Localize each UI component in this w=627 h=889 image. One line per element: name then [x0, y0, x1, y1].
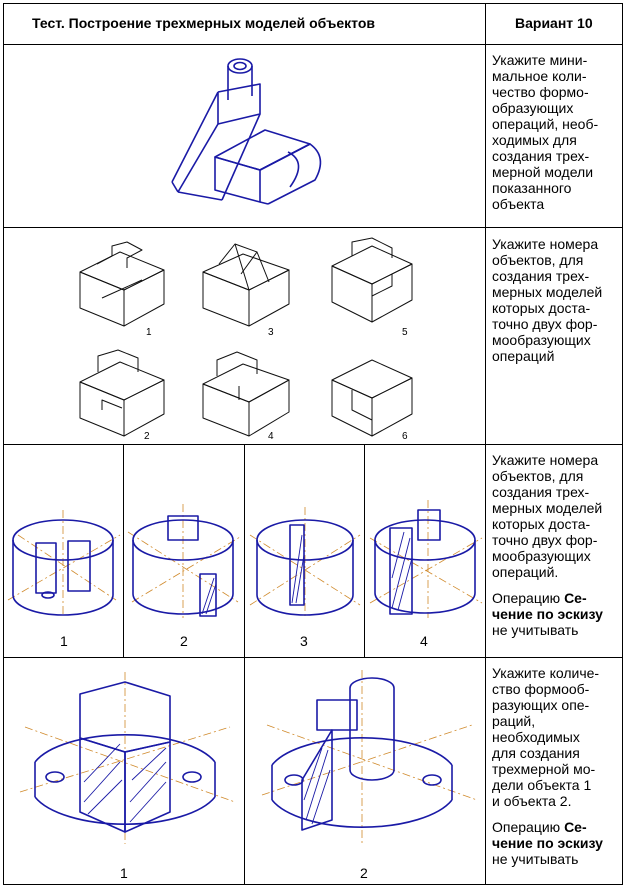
row1-task-line: показанного — [492, 180, 572, 196]
row2-label-4: 4 — [268, 431, 274, 442]
row1-task-line: Укажите мини- — [492, 52, 588, 68]
row3-note-bold: чение по эскизу — [492, 606, 603, 622]
row2-label-2: 2 — [144, 431, 150, 442]
row4-label-1: 1 — [120, 865, 128, 881]
row2-divider — [3, 444, 623, 445]
row3-divider — [3, 657, 623, 658]
row2-object-1 — [72, 242, 172, 332]
row3-label-4: 4 — [420, 633, 428, 649]
row3-object-3 — [250, 505, 362, 620]
row2-object-4 — [197, 350, 297, 442]
row4-task-line: трехмерной мо- — [492, 761, 596, 777]
row1-inclined-prism — [172, 84, 260, 200]
row2-task-line: Укажите номера — [492, 236, 599, 252]
variant-label: Вариант 10 — [515, 15, 593, 31]
row1-task-line: операций, необ- — [492, 116, 599, 132]
row1-task-line: объекта — [492, 196, 545, 212]
row4-note-bold: чение по эскизу — [492, 835, 603, 851]
row3-task — [492, 452, 617, 648]
row4-cell-divider — [244, 657, 245, 885]
row1-task-line: создания трех- — [492, 148, 590, 164]
row2-task-line: операций — [492, 348, 555, 364]
row2-object-6 — [322, 350, 422, 442]
row3-task-body — [492, 452, 617, 580]
task-column-divider — [485, 3, 486, 885]
row1-task — [492, 52, 617, 212]
row2-task-line: точно двух фор- — [492, 316, 598, 332]
row1-divider — [3, 227, 623, 228]
row1-task-line: образующих — [492, 100, 574, 116]
row3-label-3: 3 — [300, 633, 308, 649]
row1-cylinder-boss — [228, 59, 252, 100]
row2-label-5: 5 — [402, 327, 408, 338]
row3-note-bold: Се- — [564, 590, 587, 606]
header-divider — [3, 44, 623, 45]
row2-label-3: 3 — [268, 327, 274, 338]
row4-note-suffix: не учитывать — [492, 851, 579, 867]
row2-label-1: 1 — [146, 327, 152, 338]
row4-task — [492, 665, 617, 877]
test-title: Тест. Построение трехмерных моделей объектов — [32, 15, 375, 31]
row4-task-body — [492, 665, 617, 809]
row3-task-line: мообразующих — [492, 548, 591, 564]
row2-object-3 — [197, 240, 297, 332]
row3-task-line: которых доста- — [492, 516, 591, 532]
row4-label-2: 2 — [360, 865, 368, 881]
row4-task-line: дели объекта 1 — [492, 777, 592, 793]
row4-object-1 — [20, 672, 235, 847]
row3-task-line: объектов, для — [492, 468, 584, 484]
row4-note-prefix: Операцию — [492, 819, 565, 835]
row1-task-line: мерной модели — [492, 164, 594, 180]
row4-task-line: для создания — [492, 745, 580, 761]
row3-task-line: мерных моделей — [492, 500, 603, 516]
row3-note-suffix: не учитывать — [492, 622, 579, 638]
row2-label-6: 6 — [402, 431, 408, 442]
row3-object-1 — [8, 505, 120, 620]
row1-object-drawing — [160, 52, 340, 227]
row4-object-2 — [262, 670, 477, 847]
row2-task-line: мообразующих — [492, 332, 591, 348]
row3-note — [492, 590, 617, 638]
row2-task-line: создания трех- — [492, 268, 590, 284]
row3-label-1: 1 — [60, 633, 68, 649]
row4-task-line: и объекта 2. — [492, 793, 572, 809]
row3-task-line: точно двух фор- — [492, 532, 598, 548]
row3-object-4 — [370, 498, 482, 620]
row3-cell-divider-2 — [244, 444, 245, 657]
row2-task — [492, 236, 617, 364]
row4-task-line: разующих опе- — [492, 697, 590, 713]
row4-task-line: Укажите количе- — [492, 665, 600, 681]
row1-half-cylinder — [260, 144, 320, 204]
row4-task-line: необходимых — [492, 729, 580, 745]
row3-cell-divider-1 — [123, 444, 124, 657]
row2-task-line: мерных моделей — [492, 284, 603, 300]
row3-note-prefix: Операцию — [492, 590, 565, 606]
row3-task-line: операций. — [492, 564, 559, 580]
row2-object-5 — [322, 238, 422, 330]
row4-task-line: ство формооб- — [492, 681, 590, 697]
row1-task-line: чество формо- — [492, 84, 589, 100]
row1-task-line: мальное коли- — [492, 68, 587, 84]
row1-task-line: ходимых для — [492, 132, 577, 148]
row3-object-2 — [128, 502, 240, 620]
row2-task-line: которых доста- — [492, 300, 591, 316]
row2-task-line: объектов, для — [492, 252, 584, 268]
row4-task-line: раций, — [492, 713, 536, 729]
row3-cell-divider-3 — [364, 444, 365, 657]
row1-block — [215, 130, 310, 202]
row2-object-2 — [72, 350, 172, 442]
row3-label-2: 2 — [180, 633, 188, 649]
row3-task-line: Укажите номера — [492, 452, 599, 468]
row4-note-bold: Се- — [564, 819, 587, 835]
row3-task-line: создания трех- — [492, 484, 590, 500]
row4-note — [492, 819, 617, 867]
